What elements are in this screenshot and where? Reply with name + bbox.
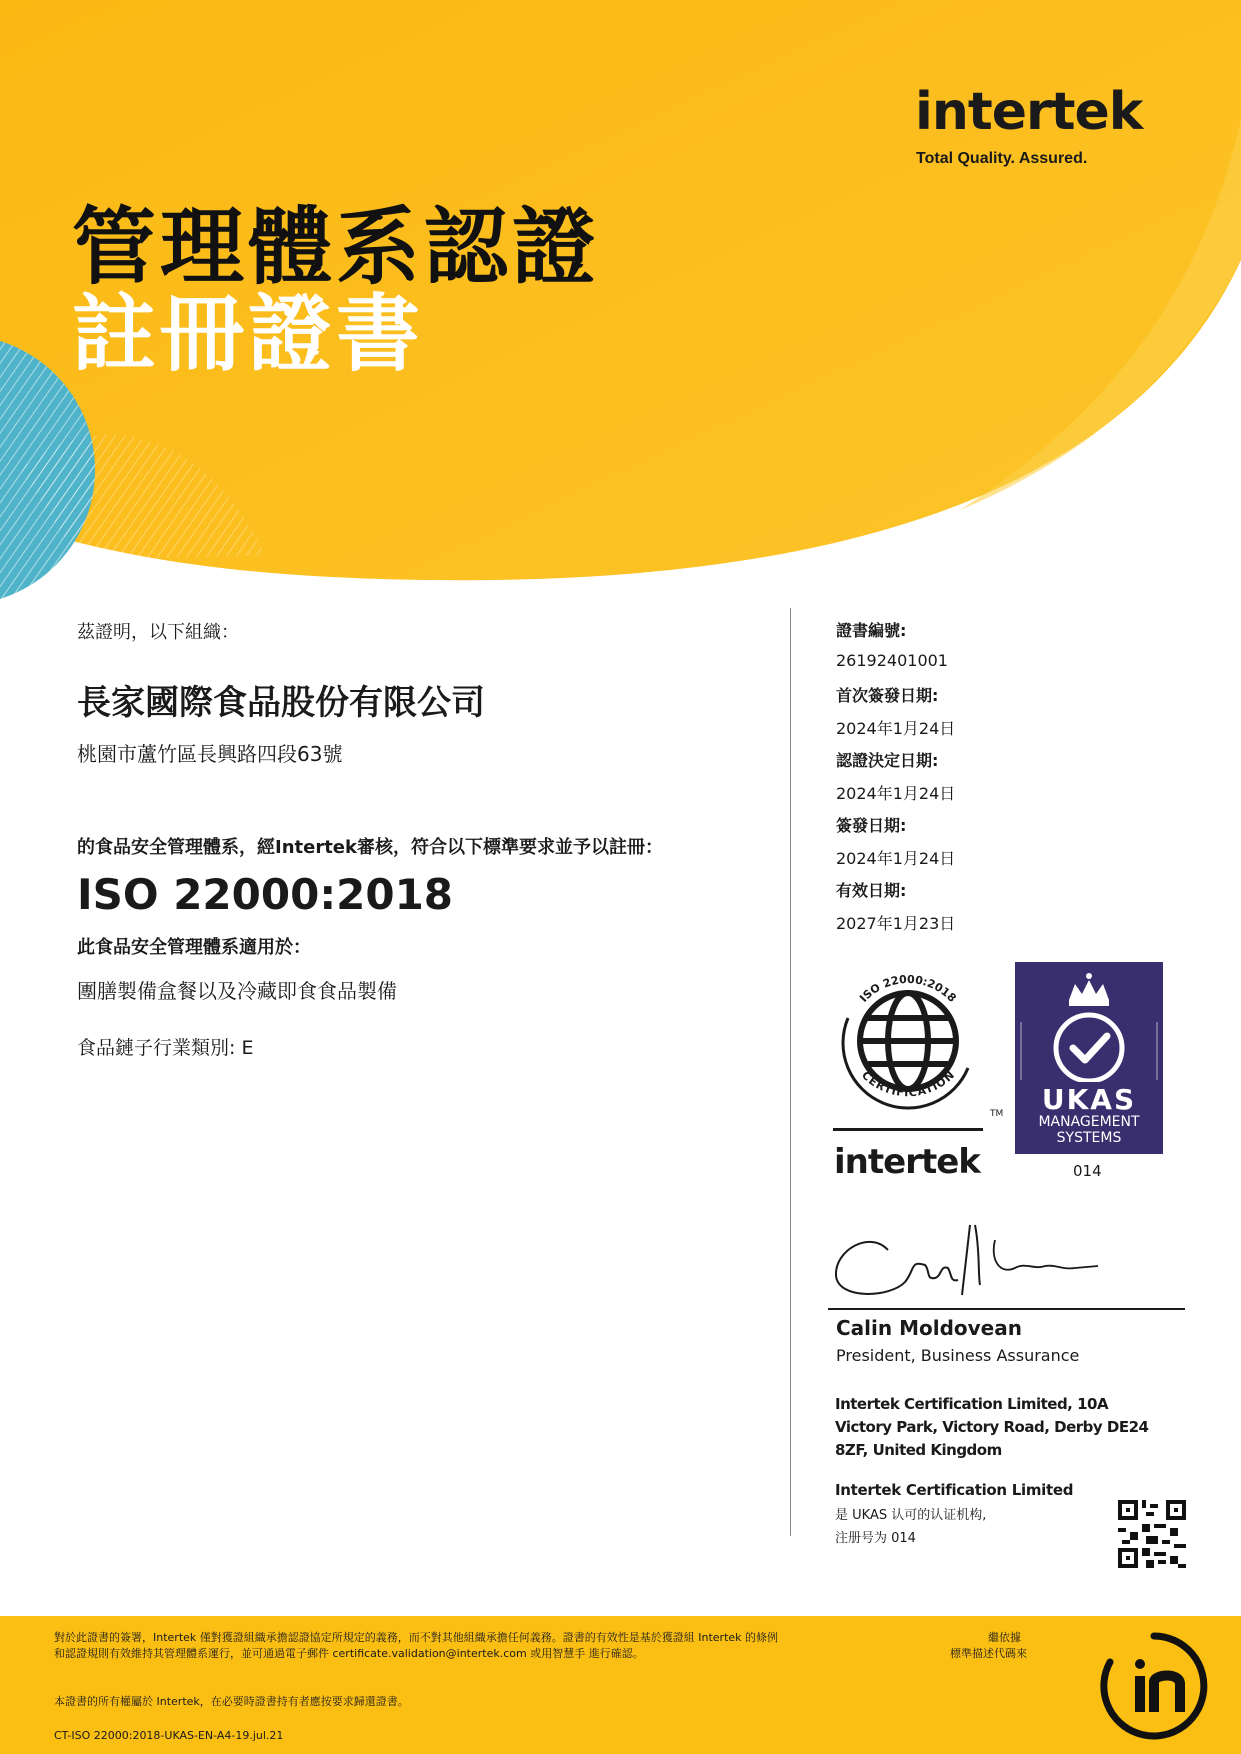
detail-item xyxy=(836,748,955,813)
issuer-address: Intertek Certification Limited, 10A Victory Park, Victory Road, Derby DE24 8ZF, United Kingdom xyxy=(835,1395,1149,1459)
detail-value: 26192401001 xyxy=(836,651,948,670)
detail-label: 認證決定日期: xyxy=(836,751,939,770)
title-line1: 管理體系認證 xyxy=(72,198,601,296)
intertek-tagline: Total Quality. Assured. xyxy=(916,150,1088,167)
detail-label: 簽發日期: xyxy=(836,816,907,835)
ukas-line2: MANAGEMENT xyxy=(1038,1114,1140,1130)
footer-right-line2: 標準描述代碼來 xyxy=(950,1647,1027,1660)
detail-item xyxy=(836,878,955,943)
scope-label: 此食品安全管理體系適用於： xyxy=(77,937,311,958)
crown-tick-icon xyxy=(1015,962,1163,1082)
scope-text: 團膳製備盒餐以及冷藏即食食品製備 xyxy=(77,979,397,1003)
ukas-title: UKAS xyxy=(1041,1083,1137,1116)
intro-text: 茲證明，以下組織： xyxy=(77,622,239,643)
qr-code-icon[interactable] xyxy=(1118,1500,1186,1568)
svg-text:ISO 22000:2018 xyxy=(857,973,959,1005)
badge-bottom-text: CERTIFICATION xyxy=(859,1068,957,1100)
detail-item xyxy=(836,683,955,748)
detail-item xyxy=(836,813,955,878)
column-divider xyxy=(790,608,791,1536)
iso-certification-badge xyxy=(828,958,1013,1180)
detail-item xyxy=(836,618,955,683)
footer-right-line1: 繼依據 xyxy=(988,1631,1021,1644)
organization-name: 長家國際食品股份有限公司 xyxy=(77,683,485,723)
accreditation-line2: 是 UKAS 认可的认证机构, xyxy=(835,1508,987,1523)
standard-statement: 的食品安全管理體系，經Intertek審核，符合以下標準要求並予以註冊： xyxy=(77,837,663,858)
detail-value: 2024年1月24日 xyxy=(836,784,956,803)
badge-tm: TM xyxy=(990,1109,1004,1119)
footer-paragraph-2: 本證書的所有權屬於 Intertek，在必要時證書持有者應按要求歸還證書。 xyxy=(54,1695,409,1708)
intertek-in-icon xyxy=(1098,1630,1210,1742)
detail-label: 有效日期: xyxy=(836,881,907,900)
accreditation-line3: 注册号为 014 xyxy=(835,1531,916,1546)
footer-form-code: CT-ISO 22000:2018-UKAS-EN-A4-19.jul.21 xyxy=(54,1729,284,1742)
signature-line xyxy=(828,1308,1185,1310)
signatory-title: President, Business Assurance xyxy=(836,1346,1080,1365)
title-line2: 註冊證書 xyxy=(72,285,425,383)
footer-paragraph-1: 對於此證書的簽署，Intertek 僅對獲證組織承擔認證協定所規定的義務，而不對其他組織承擔任何義務。證書的有效性是基於獲證組 Intertek 的條例和認證規則有效維持其管理體系運行，並可通過電子郵件 certificate.validation@intertek.com 或用智慧手 進行確認。 xyxy=(54,1631,779,1660)
standard-name: ISO 22000:2018 xyxy=(77,870,454,919)
detail-label: 首次簽發日期: xyxy=(836,686,939,705)
signatory-name: Calin Moldovean xyxy=(836,1316,1022,1340)
ukas-line3: SYSTEMS xyxy=(1056,1130,1122,1146)
accreditation-line1: Intertek Certification Limited xyxy=(835,1481,1074,1499)
footer-band xyxy=(0,1616,1241,1754)
certificate-details xyxy=(836,618,955,943)
badge-top-text: ISO 22000:2018 xyxy=(857,972,959,1005)
detail-value: 2024年1月24日 xyxy=(836,719,956,738)
badge-brand: intertek xyxy=(834,1142,980,1180)
detail-value: 2027年1月23日 xyxy=(836,914,956,933)
intertek-logo: intertek xyxy=(915,82,1143,142)
signature-image xyxy=(830,1220,1100,1305)
industry-category: 食品鏈子行業類別: E xyxy=(77,1037,254,1059)
ukas-badge xyxy=(1015,962,1163,1154)
detail-label: 證書編號: xyxy=(836,621,907,640)
organization-address: 桃園市蘆竹區長興路四段63號 xyxy=(77,742,343,766)
ukas-number: 014 xyxy=(1073,1162,1102,1180)
detail-value: 2024年1月24日 xyxy=(836,849,956,868)
